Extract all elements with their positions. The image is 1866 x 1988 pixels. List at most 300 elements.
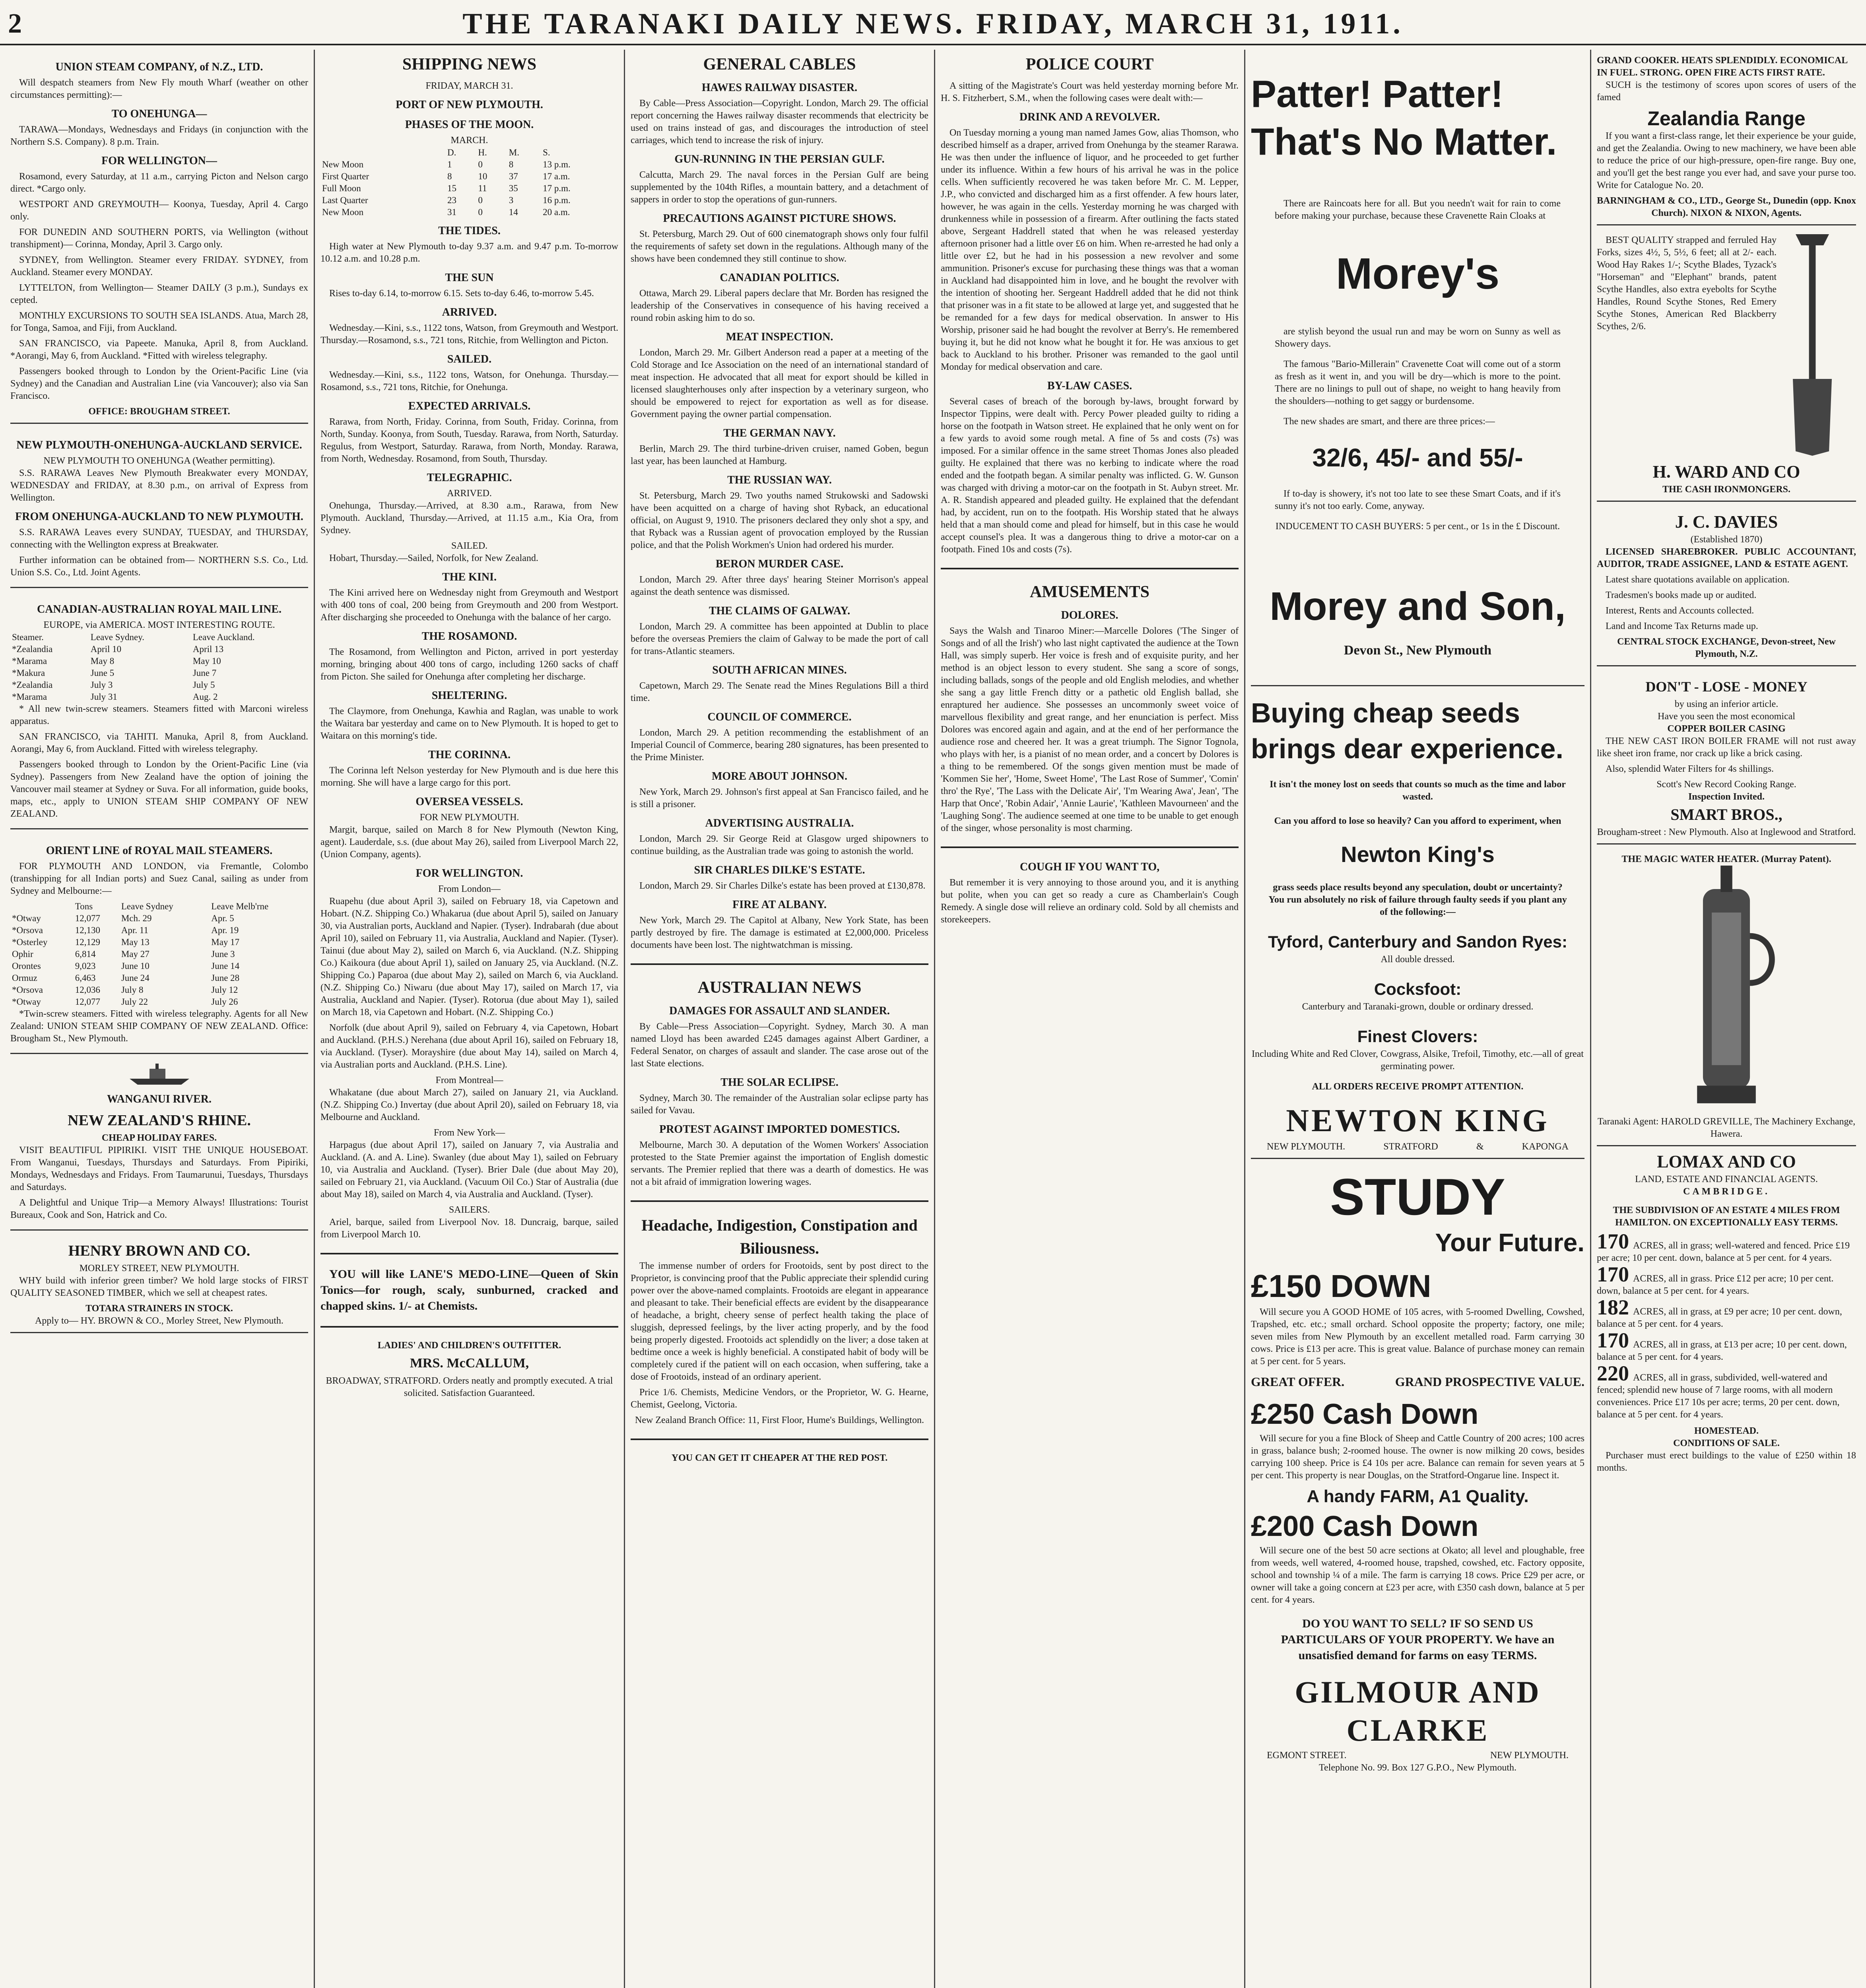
lomax-sub: LAND, ESTATE AND FINANCIAL AGENTS. <box>1635 1174 1818 1184</box>
frootoids-head: Headache, Indigestion, Constipation and Biliousness. <box>641 1216 918 1257</box>
dunedin-text: FOR DUNEDIN AND SOUTHERN PORTS, via Wellington (without transhipment)— Corinna, Monday, April 3. Cargo only. <box>10 227 308 250</box>
copper-text: THE NEW CAST IRON BOILER FRAME will not rust away like sheet iron frame, nor crack up like a brick casing. <box>1597 736 1856 759</box>
table-header-row <box>320 147 618 159</box>
purchaser-text: Purchaser must erect buildings to the value of £250 within 18 months. <box>1597 1450 1856 1473</box>
union-head: UNION STEAM COMPANY, of N.Z., LTD. <box>55 61 263 73</box>
table-cell: 17 a.m. <box>543 171 570 181</box>
story-body: London, March 29. After three days' hearing Steiner Morrison's appeal against the death sentence was dismissed. <box>631 575 928 597</box>
water-heater-icon <box>1597 866 1856 1116</box>
port-head: PORT OF NEW PLYMOUTH. <box>396 99 543 111</box>
davies-service: Tradesmen's books made up or audited. <box>1606 590 1757 600</box>
mccallum-name: MRS. McCALLUM, <box>410 1356 529 1371</box>
table-header: S. <box>543 148 550 157</box>
frootoids-price: Price 1/6. Chemists, Medicine Vendors, or the Proprietor, W. G. Hearne, Chemist, Geelong, Victoria. <box>631 1387 928 1410</box>
gilmour-address <box>1251 1749 1584 1762</box>
list-item <box>1597 1262 1856 1297</box>
henry-head: HENRY BROWN AND CO. <box>68 1242 250 1259</box>
orient-sub: FOR PLYMOUTH AND LONDON, via Fremantle, Colombo (transhipping for all Indian ports) and Suez Canal, sailing as under from Sydney and Melbourne:— <box>10 861 308 896</box>
list-item <box>1597 1328 1856 1363</box>
table-cell: 17 p.m. <box>543 183 571 193</box>
table-cell: 10 <box>478 171 487 181</box>
from-newyork: From New York— <box>433 1128 505 1138</box>
cocksfoot-heading: Cocksfoot: <box>1374 980 1462 998</box>
table-row <box>10 643 308 655</box>
rain-text-5: If to-day is showery, it's not too late to see these Smart Coats, and if it's sunny it's not too early. Come, anyway. <box>1275 489 1561 511</box>
bylaw-head: BY-LAW CASES. <box>1047 380 1132 392</box>
smart-bros-ad <box>1597 670 1856 845</box>
story-body: Melbourne, March 30. A deputation of the Women Workers' Association protested to the State Premier against the importation of English domestic servants. The Premier replied that there was a dearth of domestics. He was not a bit afraid of immigration lowering wages. <box>631 1140 928 1187</box>
table-cell: 12,036 <box>75 985 100 995</box>
canadian-sub: EUROPE, via AMERICA. MOST INTERESTING ROUTE. <box>43 620 275 630</box>
table-cell: July 5 <box>192 680 215 690</box>
morey-ad <box>1251 50 1584 686</box>
table-row <box>320 206 618 218</box>
table-cell: 12,129 <box>75 937 100 947</box>
conditions-head: CONDITIONS OF SALE. <box>1673 1438 1780 1448</box>
cocksfoot-sub: Canterbury and Taranaki-grown, double or ordinary dressed. <box>1302 1002 1534 1012</box>
rain-text-3: The famous "Bario-Millerain" Cravenette Coat will come out of a storm as fresh as it went in, and you will be dry—which is more to the point. There are no linings to pull out of shape, no weight to hang heavily from the shoulders—nothing to get saggy or burdensome. <box>1275 359 1561 406</box>
wanganui-footer: A Delightful and Unique Trip—a Memory Always! Illustrations: Tourist Bureaux, Cook and Son, Hatrick and Co. <box>10 1198 308 1220</box>
table-cell: July 3 <box>90 680 113 690</box>
canadian-ad <box>10 592 308 829</box>
london-text: Ruapehu (due about April 3), sailed on February 18, via Capetown and Hobart. (N.Z. Shipping Co.) Whakarua (due about April 5), sailed on January 30, via Australian ports, Auckland and Napier. (Tyser). Indrabarah (due about April 10), sailed on February 11, via Australia, Auckland and Napier. (Tyser). Tainui (due about May 2), sailed on March 6, via Auckland. (N.Z. Shipping Co.) Kaikoura (due about April 1), sailed on January 25, via Auckland. (N.Z. Shipping Co.) Paparoa (due about May 2), sailed on March 6, via Auckland. (N.Z. Shipping Co.) Niwaru (due about May 17), sailed on March 17, via Australia, Auckland and Napier. (Tyser). Rotorua (due about May 1), sailed on March 18, via Capetown and Hobart. (N.Z. Shipping Co.) <box>320 896 618 1017</box>
sailed-text: Wednesday.—Kini, s.s., 1122 tons, Watson, for Onehunga. Thursday.—Rosamond, s.s., 721 tons, Ritchie, for Onehunga. <box>320 370 618 392</box>
tel-sailed: SAILED. <box>451 541 488 551</box>
dolores-text: Says the Walsh and Tinaroo Miner:—Marcelle Dolores ('The Singer of Songs and of all the Irish') who last night captivated the audience at the Town Hall, was simply superb. Her voice is fresh and of exquisite purity, and her method is an object lesson to every student. She sang a score of songs, including ballads, songs of the people and old English melodies, and whether she sang a gay little French ditty or a pathetic old English ballad, she enraptured her audience. She possesses an uncommonly sweet voice of marvellous flexibility and great range, and her enunciation is perfect. Miss Dolores was encored again and again, and at the end of her performance the audience rose and cheered her. It was a great triumph. The Signor Tognola, who plays with her, is a pianist of no mean order, and a concert by Dolores is a thing to be remembered. Of the songs given mention must be made of 'Kommen Sie her', 'Home, Sweet Home', 'The Last Rose of Summer', 'Comin' thro' the Rye', 'The Lass with the Delicate Air', 'I'm Wearing Awa', Jean', 'The Harp that Once', 'Robin Adair', 'Annie Laurie', 'Kathleen Mavourneen' and the 'Laughing Song'. The audience seemed at one time to be unable to get enough of the singer, whose personality is most charming. <box>941 626 1239 833</box>
range-head: Have you seen the most economical <box>1658 711 1795 722</box>
lot-acres: 170 <box>1597 1262 1629 1286</box>
list-item <box>1597 1229 1856 1264</box>
canadian-note: * All new twin-screw steamers. Steamers fitted with Marconi wireless apparatus. <box>10 704 308 726</box>
cough-head: COUGH IF YOU WANT TO, <box>1019 861 1160 873</box>
police-intro: A sitting of the Magistrate's Court was held yesterday morning before Mr. H. S. Fitzherbert, S.M., when the following cases were dealt with:— <box>941 81 1239 103</box>
frootoids-branch: New Zealand Branch Office: 11, First Floor, Hume's Buildings, Wellington. <box>635 1415 924 1425</box>
orient-note: *Twin-screw steamers. Fitted with wireless telegraphy. Agents for all New Zealand: UNION STEAM SHIP COMPANY OF NEW ZEALAND. Office: Brougham St., New Plymouth. <box>10 1009 308 1044</box>
table-row <box>320 182 618 194</box>
dont-lose-money: DON'T - LOSE - MONEY <box>1645 679 1808 695</box>
divider <box>941 846 1239 848</box>
table-cell: July 22 <box>121 997 148 1007</box>
table-cell: May 8 <box>90 656 115 666</box>
masthead <box>0 0 1866 45</box>
corinna-text: The Corinna left Nelson yesterday for New Plymouth and is due here this morning. She will have a large cargo for this port. <box>320 765 618 788</box>
story-title: THE CLAIMS OF GALWAY. <box>709 605 850 617</box>
orders-text: ALL ORDERS RECEIVE PROMPT ATTENTION. <box>1312 1081 1524 1092</box>
scott-range: Scott's New Record Cooking Range. <box>1656 779 1796 790</box>
table-header: Leave Sydney. <box>90 632 144 642</box>
table-cell: 8 <box>509 159 514 169</box>
table-cell: 12,077 <box>75 913 100 923</box>
table-row <box>10 679 308 691</box>
page-number: 2 <box>8 8 22 39</box>
westport-text: WESTPORT AND GREYMOUTH— Koonya, Tuesday, April 4. Cargo only. <box>10 199 308 222</box>
table-header: D. <box>447 148 456 157</box>
table-row <box>320 159 618 171</box>
table-cell: 37 <box>509 171 518 181</box>
story-body: St. Petersburg, March 29. Out of 600 cinematograph shows only four fulfil the requirements of safety set down in the regulations. Although many of the shows have been condemned they still continue to show. <box>631 229 928 264</box>
lots-list <box>1597 1229 1856 1421</box>
lot-text: ACRES, all in grass; well-watered and fenced. Price £19 per acre; 10 per cent. down, balance at 5 per cent. for 4 years. <box>1597 1241 1850 1263</box>
table-cell: July 8 <box>121 985 144 995</box>
table-cell: *Otway <box>12 913 41 923</box>
columns <box>5 50 1862 1988</box>
morey-son-name: Morey and Son, <box>1270 584 1566 629</box>
table-cell: 0 <box>478 195 483 205</box>
table-cell: *Zealandia <box>12 680 53 690</box>
study-heading: STUDY <box>1330 1168 1505 1226</box>
story-title: THE GERMAN NAVY. <box>723 427 836 439</box>
totara-text: TOTARA STRAINERS IN STOCK. <box>85 1303 233 1314</box>
mccallum-text: BROADWAY, STRATFORD. Orders neatly and promptly executed. A trial solicited. Satisfaction Guaranteed. <box>326 1376 613 1398</box>
overseas-head: OVERSEA VESSELS. <box>416 796 523 808</box>
gilmour-name: GILMOUR AND CLARKE <box>1295 1675 1541 1747</box>
table-header: Steamer. <box>12 632 44 642</box>
rarawa-text-2: S.S. RARAWA Leaves every SUNDAY, TUESDAY, and THURSDAY, connecting with the Wellington express at Breakwater. <box>10 527 308 550</box>
ward-name: H. WARD AND CO <box>1652 462 1800 481</box>
ward-sub: THE CASH IRONMONGERS. <box>1662 484 1791 495</box>
arrived-head: ARRIVED. <box>442 306 497 318</box>
magic-heater-ad <box>1597 848 1856 1146</box>
rarawa-text-1: S.S. RARAWA Leaves New Plymouth Breakwater every MONDAY, WEDNESDAY and FRIDAY, at 8.30 p.m., on arrival of Express from Wellington. <box>10 468 308 503</box>
ship-icon <box>10 1063 308 1087</box>
story-title: GUN-RUNNING IN THE PERSIAN GULF. <box>674 153 885 165</box>
table-cell: May 10 <box>192 656 221 666</box>
police-court-head: POLICE COURT <box>1025 55 1154 74</box>
table-cell: June 24 <box>121 973 150 983</box>
coat-prices: 32/6, 45/- and 55/- <box>1312 443 1523 472</box>
from-onehunga: FROM ONEHUNGA-AUCKLAND TO NEW PLYMOUTH. <box>15 511 303 523</box>
wellington-text: Rosamond, every Saturday, at 11 a.m., carrying Picton and Nelson cargo direct. *Cargo only. <box>10 171 308 194</box>
sailers-text: Ariel, barque, sailed from Liverpool Nov. 18. Duncraig, barque, sailed from Liverpool March 10. <box>320 1217 618 1240</box>
table-cell: July 12 <box>211 985 238 995</box>
table-row <box>10 691 308 703</box>
table-row <box>10 912 308 924</box>
table-cell: June 10 <box>121 961 150 971</box>
corinna-head: THE CORINNA. <box>428 749 511 761</box>
tides-text: High water at New Plymouth to-day 9.37 a.m. and 9.47 p.m. To-morrow 10.12 a.m. and 10.28 p.m. <box>320 241 618 264</box>
table-cell: 12,130 <box>75 925 100 935</box>
offer-150: £150 DOWN <box>1251 1268 1431 1304</box>
story-title: COUNCIL OF COMMERCE. <box>707 711 852 723</box>
table-row <box>320 171 618 182</box>
table-cell: 35 <box>509 183 518 193</box>
grand-value: GRAND PROSPECTIVE VALUE. <box>1395 1375 1584 1389</box>
table-cell: June 28 <box>211 973 240 983</box>
homestead-head: HOMESTEAD. <box>1694 1426 1759 1436</box>
sun-text: Rises to-day 6.14, to-morrow 6.15. Sets to-day 6.46, to-morrow 5.45. <box>329 288 594 299</box>
canadian-table <box>10 631 308 703</box>
lot-acres: 170 <box>1597 1328 1629 1352</box>
table-cell: 1 <box>447 159 452 169</box>
davies-service: Interest, Rents and Accounts collected. <box>1606 606 1754 616</box>
divider <box>320 1253 618 1254</box>
table-cell: Apr. 19 <box>211 925 239 935</box>
handy-farm: A handy FARM, A1 Quality. <box>1307 1487 1529 1506</box>
dont-lose-sub: by using an inferior article. <box>1674 699 1779 709</box>
canadian-head: CANADIAN-AUSTRALIAN ROYAL MAIL LINE. <box>37 603 282 615</box>
tides-head: THE TIDES. <box>438 225 501 237</box>
column-small-ads <box>1591 50 1862 1988</box>
table-cell: April 13 <box>192 644 224 654</box>
story-body: London, March 29. Sir George Reid at Glasgow urged shipowners to continue building, as the Australian trade was going to astonish the world. <box>631 834 928 856</box>
overseas-text: Margit, barque, sailed on March 8 for New Plymouth (Newton King, agent). Lauderdale, s.s. (due about May 26), sailed from Liverpool March 22, (Union Company, agents). <box>320 825 618 860</box>
story-body: Berlin, March 29. The third turbine-driven cruiser, named Goben, begun last year, has been launched at Hamburg. <box>631 444 928 466</box>
table-header-row <box>10 631 308 643</box>
story-body: London, March 29. Mr. Gilbert Anderson read a paper at a meeting of the Cold Storage and Ice Association on the need of an international standard of meat inspection. He advocated that all meat for export should be killed in licensed slaughterhouses only after inspection by a veterinary surgeon, who should be empowered to reject for exportation as well as for disease. Government paying the owner partial compensation. <box>631 348 928 419</box>
story-title: SIR CHARLES DILKE'S ESTATE. <box>694 864 865 876</box>
dolores-head: DOLORES. <box>1061 609 1118 621</box>
table-header <box>320 147 446 159</box>
table-header: H. <box>478 148 487 157</box>
table-row <box>10 960 308 972</box>
filters-text: Also, splendid Water Filters for 4s shillings. <box>1606 764 1774 774</box>
table-cell: 9,023 <box>75 961 96 971</box>
rain-text-2: are stylish beyond the usual run and may be worn on Sunny as well as Showery days. <box>1275 326 1561 349</box>
table-cell: June 5 <box>90 668 115 678</box>
australian-news-head: AUSTRALIAN NEWS <box>697 978 862 997</box>
vancouver-text: Passengers booked through to London by the Orient-Pacific Line (via Sydney). Passengers from New Zealand have the option of joining the Vancouver mail steamer at Sydney or Suva. For all information, guide books, maps, etc., apply to UNION STEAM SHIP COMPANY OF NEW ZEALAND. <box>10 759 308 819</box>
rye-heading: Tyford, Canterbury and Sandon Ryes: <box>1268 932 1567 951</box>
amusements-head: AMUSEMENTS <box>1029 583 1150 601</box>
henry-text: WHY build with inferior green timber? We hold large stocks of FIRST QUALITY SEASONED TIMBER, which we sell at cheapest rates. <box>10 1276 308 1298</box>
table-row <box>10 984 308 996</box>
onehunga-text: TARAWA—Mondays, Wednesdays and Fridays (in conjunction with the Northern S.S. Company). 8 p.m. Train. <box>10 124 308 147</box>
frootoids-text: The immense number of orders for Frootoids, sent by post direct to the Proprietor, is convincing proof that the Public appreciate their splendid curing power over the above-named complaints. Frootoids are elegant in appearance and pleasant to take. Their beneficial effects are evident by the disappearance of headache, a bright, cheery sense of perfect health taking the place of sluggish, depressed feelings, by the liver acting properly, and by the food being properly digested. Frootoids act splendidly on the liver; a dose taken at bedtime once a week is highly beneficial. A constipated habit of body will be completely cured if the patient will on each occasion, when suffering, take a dose of Frootoids, instead of an ordinary aperient. <box>631 1261 928 1382</box>
cables-list <box>631 81 928 951</box>
story-body: London, March 29. Sir Charles Dilke's estate has been proved at £130,878. <box>639 881 926 891</box>
story-title: HAWES RAILWAY DISASTER. <box>701 82 858 94</box>
ward-body <box>1597 234 1856 460</box>
table-cell: Full Moon <box>322 183 361 193</box>
table-cell: Ophir <box>12 949 33 959</box>
zealandia-ad <box>1597 50 1856 225</box>
table-cell: Aug. 2 <box>192 692 218 702</box>
shipping-news-head: SHIPPING NEWS <box>402 55 537 74</box>
table-row <box>10 996 308 1008</box>
table-header <box>10 901 74 912</box>
rain-text: There are Raincoats here for all. But you needn't wait for rain to come before making your purchase, because these Cravenette Rain Cloaks at <box>1275 198 1561 221</box>
place: KAPONGA <box>1522 1142 1569 1152</box>
table-row <box>10 655 308 667</box>
table-header: Leave Sydney <box>121 901 173 911</box>
expected-head: EXPECTED ARRIVALS. <box>408 400 531 412</box>
montreal-text: Whakatane (due about March 27), sailed on January 21, via Auckland. (N.Z. Shipping Co.) Invertay (due about April 20), sailed on February 18, via Melbourne and Auckland. <box>320 1087 618 1122</box>
passengers-text: Passengers booked through to London by the Orient-Pacific Line (via Sydney) and the Canadian and Australian Line (via Vancouver); also via San Francisco. <box>10 366 308 401</box>
address-part: EGMONT STREET. <box>1267 1750 1347 1761</box>
story-title: PRECAUTIONS AGAINST PICTURE SHOWS. <box>663 212 896 225</box>
drink-revolver-text: On Tuesday morning a young man named James Gow, alias Thomson, who described himself as a draper, arrived from Onehunga by the steamer Rarawa. He was then under the influence of liquor, and he proceeded to get further under its influence. Within a few hours of his arrival he was in the police cells. When sufficiently recovered he was taken before Mr. C. M. Lepper, J.P., who convicted and discharged him as a first offender. A few hours later, however, he was again in the cells. Yesterday morning he was charged with drunkenness while in possession of a firearm. After outlining the facts stated above, Sergeant Haddrell stated that when he was released yesterday afternoon prisoner had a little over £6 on him. When re-arrested he had only a little over £2, but he had in his possession a new revolver and some ammunition. Prisoner's excuse for purchasing these things was that a woman in Auckland had disappointed him in love, and he bought the revolver with the intention of shooting her. Sergeant Haddrell added that he did not think that prisoner was in a fit state to be allowed at large yet, and suggested that he be remanded for a few days for medical observation. In answer to His Worship, prisoner said he had bought the revolver at Berry's. He remembered buying it, but he did not know what he bought it for. He was anxious to get back to Auckland to his brother. Prisoner was remanded to the gaol until Monday for medical observation and care. <box>941 128 1239 372</box>
sailers-head: SAILERS. <box>449 1205 490 1215</box>
divider <box>631 1200 928 1202</box>
story-body: St. Petersburg, March 29. Two youths named Strukowski and Sadowski have been acquitted on a charge of having shot Ryback, an educational official, on August 9, 1910. The prisoners declared they only shot a spy, and that Ryback was a Russian agent of provocation employed by the Russian police, and that the Polish Workmen's Union had ordered his murder. <box>631 491 928 550</box>
table-cell: First Quarter <box>322 171 369 181</box>
wanganui-head: WANGANUI RIVER. <box>107 1093 212 1105</box>
clovers-sub: Including White and Red Clover, Cowgrass, Alsike, Trefoil, Timothy, etc.—all of great germinating power. <box>1252 1049 1584 1072</box>
spade-icon <box>1777 234 1856 460</box>
sydney-text: SYDNEY, from Wellington. Steamer every FRIDAY. SYDNEY, from Auckland. Steamer every MONDAY. <box>10 255 308 278</box>
moon-table <box>320 147 618 218</box>
divider <box>320 1326 618 1328</box>
story-body: New York, March 29. Johnson's first appeal at San Francisco failed, and he is still a prisoner. <box>631 787 928 810</box>
red-post-ad: YOU CAN GET IT CHEAPER AT THE RED POST. <box>671 1453 888 1463</box>
table-cell: 6,463 <box>75 973 96 983</box>
offer-200: £200 Cash Down <box>1251 1510 1479 1542</box>
davies-text: LICENSED SHAREBROKER. PUBLIC ACCOUNTANT, AUDITOR, TRADE ASSIGNEE, LAND & ESTATE AGENT. <box>1597 547 1856 569</box>
wanganui-ad <box>10 1058 308 1231</box>
rosamond-head: THE ROSAMOND. <box>421 630 517 643</box>
table-row <box>10 936 308 948</box>
table-cell: June 14 <box>211 961 240 971</box>
no-matter-heading: That's No Matter. <box>1251 120 1557 163</box>
future-heading: Your Future. <box>1435 1228 1584 1257</box>
lot-acres: 220 <box>1597 1361 1629 1385</box>
smart-address: Brougham-street : New Plymouth. Also at Inglewood and Stratford. <box>1597 827 1856 837</box>
offer-250-text: Will secure for you a fine Block of Sheep and Cattle Country of 200 acres; 100 acres in grass, balance bush; 2-roomed house. The owner is now milking 20 cows, besides carrying 100 sheep. Price is £4 10s per acre. Balance can remain for seven years at 5 per cent. This property is near Douglas, on the Stratford-Ongarue line. Inspect it. <box>1251 1433 1584 1481</box>
story-body: Capetown, March 29. The Senate read the Mines Regulations Bill a third time. <box>631 681 928 703</box>
patter-heading: Patter! Patter! <box>1251 73 1503 115</box>
apply-text: Apply to— HY. BROWN & CO., Morley Street, New Plymouth. <box>35 1316 283 1326</box>
cambridge-text: CAMBRIDGE. <box>1683 1186 1770 1197</box>
story-title: SOUTH AFRICAN MINES. <box>712 664 847 676</box>
newton-king-places <box>1251 1141 1584 1153</box>
table-cell: *Orsova <box>12 985 43 995</box>
address-part: NEW PLYMOUTH. <box>1490 1750 1569 1761</box>
table-cell: 11 <box>478 183 487 193</box>
offer-200-text: Will secure one of the best 50 acre sections at Okato; all level and ploughable, free from weeds, well watered, 4-roomed house, trapshed, cowshed, etc. Factory opposite, school and township ¼ of a mile. The farm is carrying 18 cows. Price £29 per acre, or owner will take a going concern at £23 per acre, with £350 cash down, balance at 5 per cent. for 4 years. <box>1251 1545 1584 1605</box>
sheltering-head: SHELTERING. <box>431 689 507 702</box>
newton-kings-brand: Newton King's <box>1341 842 1495 867</box>
offer-250: £250 Cash Down <box>1251 1398 1479 1430</box>
table-cell: May 13 <box>121 937 150 947</box>
orient-ad <box>10 833 308 1054</box>
table-cell: Apr. 11 <box>121 925 149 935</box>
table-cell: *Osterley <box>12 937 48 947</box>
great-offer: GREAT OFFER. <box>1251 1375 1345 1389</box>
seeds-heading-1: Buying cheap seeds <box>1251 697 1520 728</box>
table-cell: 15 <box>447 183 456 193</box>
story-body: London, March 29. A committee has been appointed at Dublin to place before the overseas Premiers the claim of Galway to be made the port of call for trans-Atlantic steamers. <box>631 621 928 656</box>
henry-addr: MORLEY STREET, NEW PLYMOUTH. <box>79 1263 239 1274</box>
tel-sailed-text: Hobart, Thursday.—Sailed, Norfolk, for New Zealand. <box>329 553 538 563</box>
copper-boiler: COPPER BOILER CASING <box>1667 724 1786 734</box>
liverpool-text: Norfolk (due about April 9), sailed on February 4, via Capetown, Hobart and Auckland. (P.H.S.) Nerehana (due about April 16), sailed on February 18, via Auckland. (Tyser). Morayshire (due about May 14), sailed on March 4, via Australian ports and Auckland. (P.H.S. Line). <box>320 1023 618 1070</box>
table-cell: May 17 <box>211 937 240 947</box>
table-cell: June 7 <box>192 668 217 678</box>
table-cell: June 3 <box>211 949 235 959</box>
table-cell: *Otway <box>12 997 41 1007</box>
union-intro: Will despatch steamers from New Fly mouth Wharf (weather on other circumstances permitting):— <box>10 78 308 100</box>
table-cell: 0 <box>478 207 483 217</box>
lot-text: ACRES, all in grass. Price £12 per acre; 10 per cent. down, balance at 5 per cent. for 4 years. <box>1597 1274 1834 1296</box>
list-item <box>1597 1295 1856 1330</box>
offer-banner <box>1251 1376 1584 1388</box>
morey-address: Devon St., New Plymouth <box>1344 643 1492 658</box>
place: NEW PLYMOUTH. <box>1267 1142 1346 1152</box>
story-title: CANADIAN POLITICS. <box>720 272 839 284</box>
story-title: BERON MURDER CASE. <box>715 558 844 570</box>
table-cell: 12,077 <box>75 997 100 1007</box>
davies-established: (Established 1870) <box>1690 534 1763 545</box>
newyork-text: Harpagus (due about April 17), sailed on January 7, via Australia and Auckland. (A. and A. Line). Swanley (due about May 1), sailed on February 10, via Australia and Auckland. (Tyser). Brier Dale (due about May 20), sailed on February 21, via Auckland. (Vacuum Oil Co.) Star of Australia (due about May 18), sailed on March 4, via Australia and Auckland. (Tyser). <box>320 1140 618 1200</box>
best-quality-text: BEST QUALITY strapped and ferruled Hay Forks, sizes 4½, 5, 5½, 6 feet; all at 2/- each. Wood Hay Rakes 1/-; Scythe Blades, Tyzack's "Horseman" and "Elephant" brands, patent Scythe Handles, also extra eyebolts for Scythe Handles, Round Scythe Stones, Red Emery Scythe Stones, American Red Blackberry Scythes, 2/6. <box>1597 235 1777 332</box>
general-cables-head: GENERAL CABLES <box>703 55 856 74</box>
table-cell: July 31 <box>90 692 117 702</box>
davies-ad <box>1597 506 1856 666</box>
orient-head: ORIENT LINE of ROYAL MAIL STEAMERS. <box>46 845 273 857</box>
place: STRATFORD <box>1383 1142 1438 1152</box>
davies-service: Land and Income Tax Returns made up. <box>1606 621 1758 631</box>
lomax-ad <box>1597 1150 1856 1474</box>
magic-heater-head: THE MAGIC WATER HEATER. (Murray Patent). <box>1621 854 1831 864</box>
wanganui-sub: CHEAP HOLIDAY FARES. <box>101 1133 217 1143</box>
wanganui-title: NEW ZEALAND'S RHINE. <box>68 1112 251 1129</box>
newspaper-title: THE TARANAKI DAILY NEWS. FRIDAY, MARCH 31, 1911. <box>462 8 1404 40</box>
story-body: London, March 29. A petition recommending the establishment of an Imperial Council of Commerce, bearing 280 signatures, has been presented to the Prime Minister. <box>631 728 928 763</box>
table-cell: April 10 <box>90 644 122 654</box>
column-adverts <box>1245 50 1591 1988</box>
seeds-text-1: It isn't the money lost on seeds that counts so much as the time and labor wasted. <box>1270 779 1566 802</box>
gilmour-telephone: Telephone No. 99. Box 127 G.P.O., New Plymouth. <box>1319 1763 1516 1773</box>
newton-king-name: NEWTON KING <box>1286 1103 1549 1138</box>
table-cell: 14 <box>509 207 518 217</box>
union-steam-ad <box>10 50 308 424</box>
kini-head: THE KINI. <box>442 571 497 583</box>
story-title: MORE ABOUT JOHNSON. <box>712 770 847 782</box>
rye-sub: All double dressed. <box>1381 954 1455 965</box>
story-title: DAMAGES FOR ASSAULT AND SLANDER. <box>669 1005 890 1017</box>
seeds-text-3: grass seeds place results beyond any speculation, doubt or uncertainty? You run absolutely no risk of failure through faulty seeds if you plant any of the following:— <box>1268 882 1567 917</box>
table-header: Leave Melb'rne <box>211 901 269 911</box>
table-cell: 6,814 <box>75 949 96 959</box>
smart-bros-name: SMART BROS., <box>1670 806 1783 823</box>
column-police-court <box>935 50 1245 1988</box>
telegraphic-arrived: ARRIVED. <box>447 488 492 499</box>
table-row <box>10 948 308 960</box>
table-cell: Apr. 5 <box>211 913 234 923</box>
divider <box>631 1439 928 1440</box>
table-cell: New Moon <box>322 159 364 169</box>
lot-acres: 170 <box>1597 1229 1629 1253</box>
story-body: New York, March 29. The Capitol at Albany, New York State, has been partly destroyed by fire. The damage is estimated at £2,000,000. Priceless documents have been lost. The nightwatchman is missing. <box>631 915 928 950</box>
story-title: FIRE AT ALBANY. <box>732 899 827 911</box>
nps-ad <box>10 428 308 588</box>
list-item <box>1597 1361 1856 1421</box>
story-title: THE SOLAR ECLIPSE. <box>720 1076 839 1089</box>
table-cell: 23 <box>447 195 456 205</box>
story-body: Ottawa, March 29. Liberal papers declare that Mr. Borden has resigned the leadership of the Conservatives in consequence of his having received a round robin asking him to do so. <box>631 288 928 323</box>
table-cell: 20 a.m. <box>543 207 570 217</box>
newton-king-ad <box>1251 690 1584 1159</box>
from-london: From London— <box>438 884 501 894</box>
story-body: By Cable—Press Association—Copyright. London, March 29. The official report concerning the Hawes railway disaster recommends that electricity be used on trains instead of gas, and discourages the introduction of steel carriages, which tend to increase the risk of injury. <box>631 98 928 146</box>
divider <box>631 963 928 965</box>
lot-text: ACRES, all in grass, at £13 per acre; 10 per cent. down, balance at 5 per cent. for 4 years. <box>1597 1340 1847 1362</box>
table-header-row <box>10 901 308 912</box>
table-cell: *Makura <box>12 668 45 678</box>
expected-text: Rarawa, from North, Friday. Corinna, from South, Friday. Corinna, from North, Sunday. Koonya, from South, Tuesday. Rarawa, from North, Saturday. Regulus, from Westport, Saturday. Rarawa, from North, Monday. Rarawa, from North, Wednesday. Rosamond, from South, Thursday. <box>320 417 618 464</box>
table-cell: *Marama <box>12 692 47 702</box>
table-cell: *Marama <box>12 656 47 666</box>
column-general-cables <box>625 50 935 1988</box>
table-cell: May 27 <box>121 949 150 959</box>
column-shipping-ads <box>5 50 315 1988</box>
lot-acres: 182 <box>1597 1295 1629 1319</box>
office-text: OFFICE: BROUGHAM STREET. <box>88 406 230 417</box>
table-cell: 3 <box>509 195 514 205</box>
table-cell: *Orsova <box>12 925 43 935</box>
barningham-text: BARNINGHAM & CO., LTD., George St., Dunedin (opp. Knox Church). NIXON & NIXON, Agents. <box>1597 196 1856 218</box>
further-info: Further information can be obtained from— NORTHERN S.S. Co., Ltd. Union S.S. Co., Ltd. Joint Agents. <box>10 555 308 578</box>
